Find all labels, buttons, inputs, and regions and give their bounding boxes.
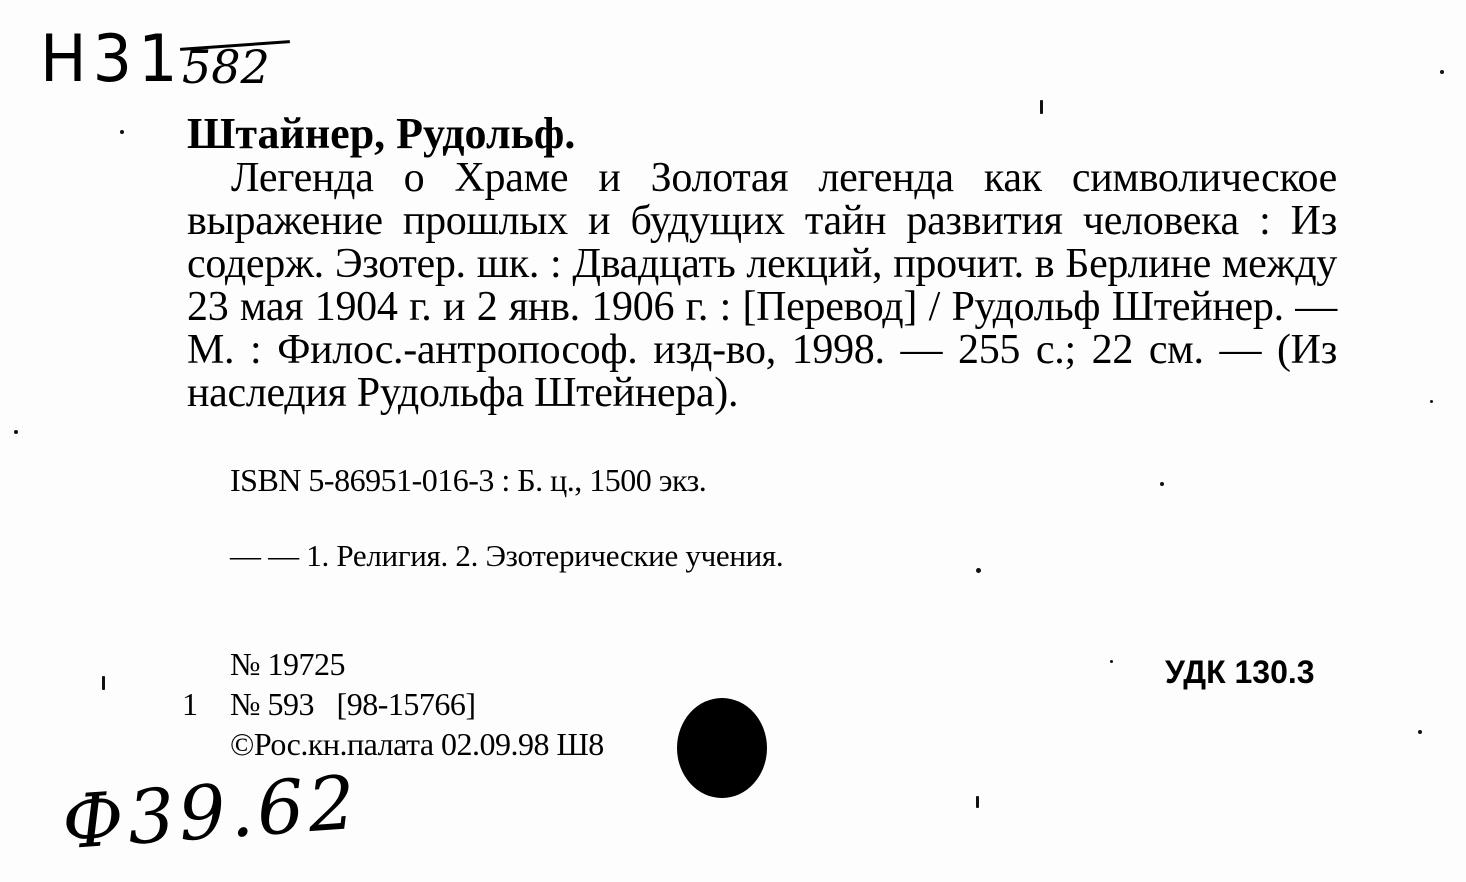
tick-mark: 1 (182, 686, 198, 722)
scan-speck (1440, 70, 1444, 74)
scan-speck (1430, 400, 1433, 403)
udk-code: УДК 130.3 (1165, 654, 1315, 690)
scan-speck (1418, 730, 1422, 734)
call-number-sub: 582 (182, 40, 270, 94)
scan-speck (976, 568, 981, 573)
scan-speck (1110, 660, 1113, 663)
card-punch-hole (677, 698, 767, 798)
scan-speck (976, 796, 979, 808)
record-line-2: № 593 [98-15766] (230, 686, 476, 722)
call-number: Н31 (40, 20, 184, 97)
subjects-line: — — 1. Религия. 2. Эзотерические учения. (230, 538, 784, 573)
bibliographic-description: Легенда о Храме и Золотая легенда как символическое выражение прошлых и будущих тайн развития человека : Из содерж. Эзотер. шк. : Двадцать лекций, прочит. в Берлине между 23 мая 1904 г. и 2 янв. 1906 г. : [Перевод] / Рудольф Штейнер. — М. : Филос.-антропософ. изд-во, 1998. — 255 с.; 22 см. — (Из наследия Рудольфа Штейнера). (187, 155, 1337, 416)
isbn-line: ISBN 5-86951-016-3 : Б. ц., 1500 экз. (230, 462, 707, 498)
scan-speck (120, 130, 124, 134)
scan-speck (14, 430, 18, 434)
scan-speck (1040, 100, 1043, 114)
book-chamber-line: ©Рос.кн.палата 02.09.98 Ш8 (230, 726, 604, 762)
scan-speck (102, 676, 105, 690)
scan-speck (1160, 482, 1164, 486)
shelf-mark: Ф39.62 (59, 759, 362, 867)
author-heading: Штайнер, Рудольф. (187, 109, 576, 158)
record-number: № 19725 (230, 646, 346, 682)
